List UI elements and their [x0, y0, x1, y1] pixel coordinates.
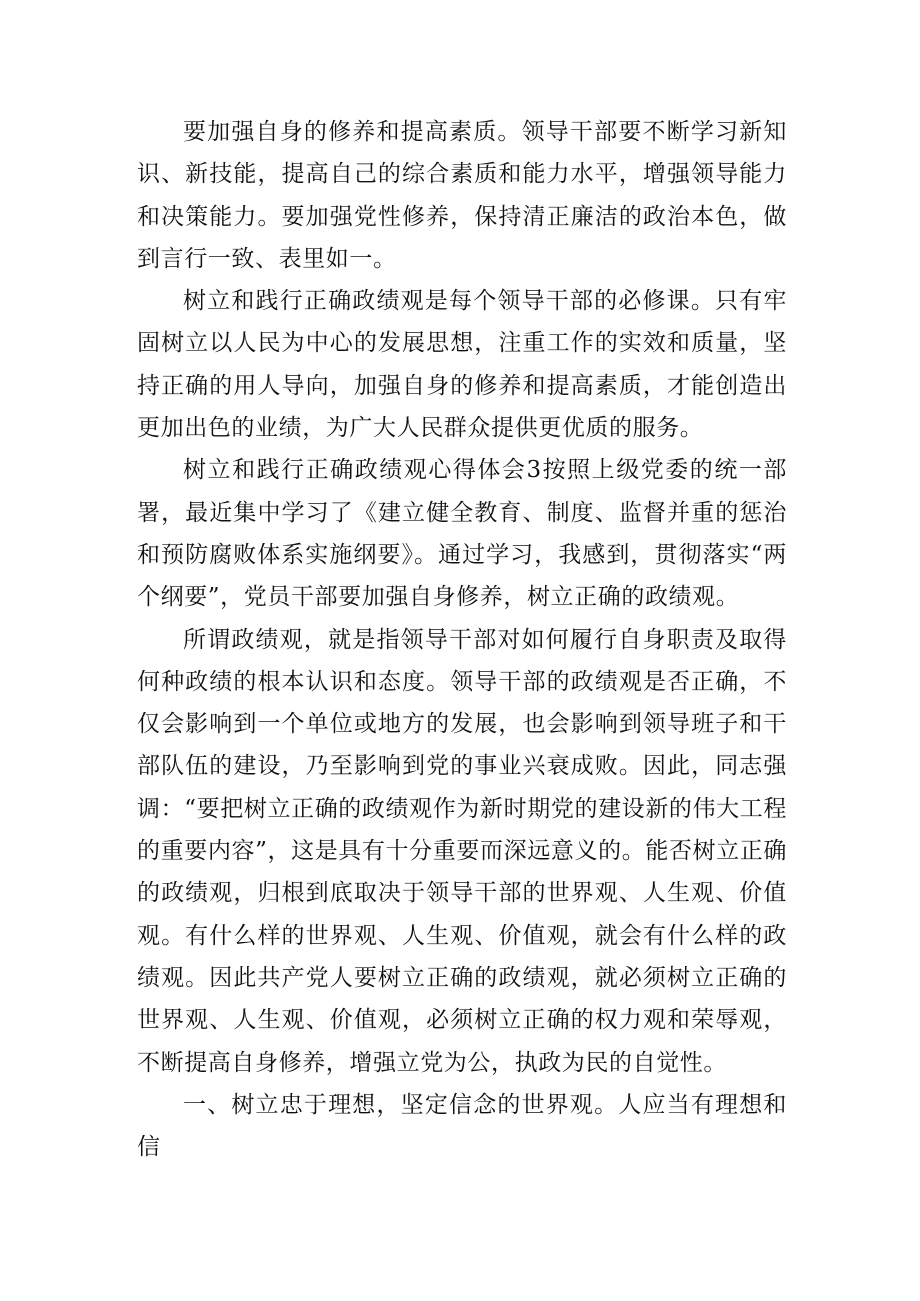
document-body: [137, 111, 787, 1168]
paragraph-1: 要加强自身的修养和提高素质。领导干部要不断学习新知识、新技能，提高自己的综合素质和能力水平，增强领导能力和决策能力。要加强党性修养，保持清正廉洁的政治本色，做到言行一致、表里如一。: [137, 119, 787, 272]
paragraph-2: 树立和践行正确政绩观是每个领导干部的必修课。只有牢固树立以人民为中心的发展思想，注重工作的实效和质量，坚持正确的用人导向，加强自身的修养和提高素质，才能创造出更加出色的业绩，为广大人民群众提供更优质的服务。: [137, 288, 787, 442]
paragraph-5: 一、树立忠于理想，坚定信念的世界观。人应当有理想和信: [137, 1091, 787, 1161]
paragraph-3: 树立和践行正确政绩观心得体会3按照上级党委的统一部署，最近集中学习了《建立健全教育、制度、监督并重的惩治和预防腐败体系实施纲要》。通过学习，我感到，贯彻落实“两个纲要”，党员干部要加强自身修养，树立正确的政绩观。: [137, 457, 787, 611]
paragraph-4: 所谓政绩观，就是指领导干部对如何履行自身职责及取得何种政绩的根本认识和态度。领导干部的政绩观是否正确，不仅会影响到一个单位或地方的发展，也会影响到领导班子和干部队伍的建设，乃至影响到党的事业兴衰成败。因此，同志强调：“要把树立正确的政绩观作为新时期党的建设新的伟大工程的重要内容”，这是具有十分重要而深远意义的。能否树立正确的政绩观，归根到底取决于领导干部的世界观、人生观、价值观。有什么样的世界观、人生观、价值观，就会有什么样的政绩观。因此共产党人要树立正确的政绩观，就必须树立正确的世界观、人生观、价值观，必须树立正确的权力观和荣辱观，不断提高自身修养，增强立党为公，执政为民的自觉性。: [137, 626, 787, 1076]
